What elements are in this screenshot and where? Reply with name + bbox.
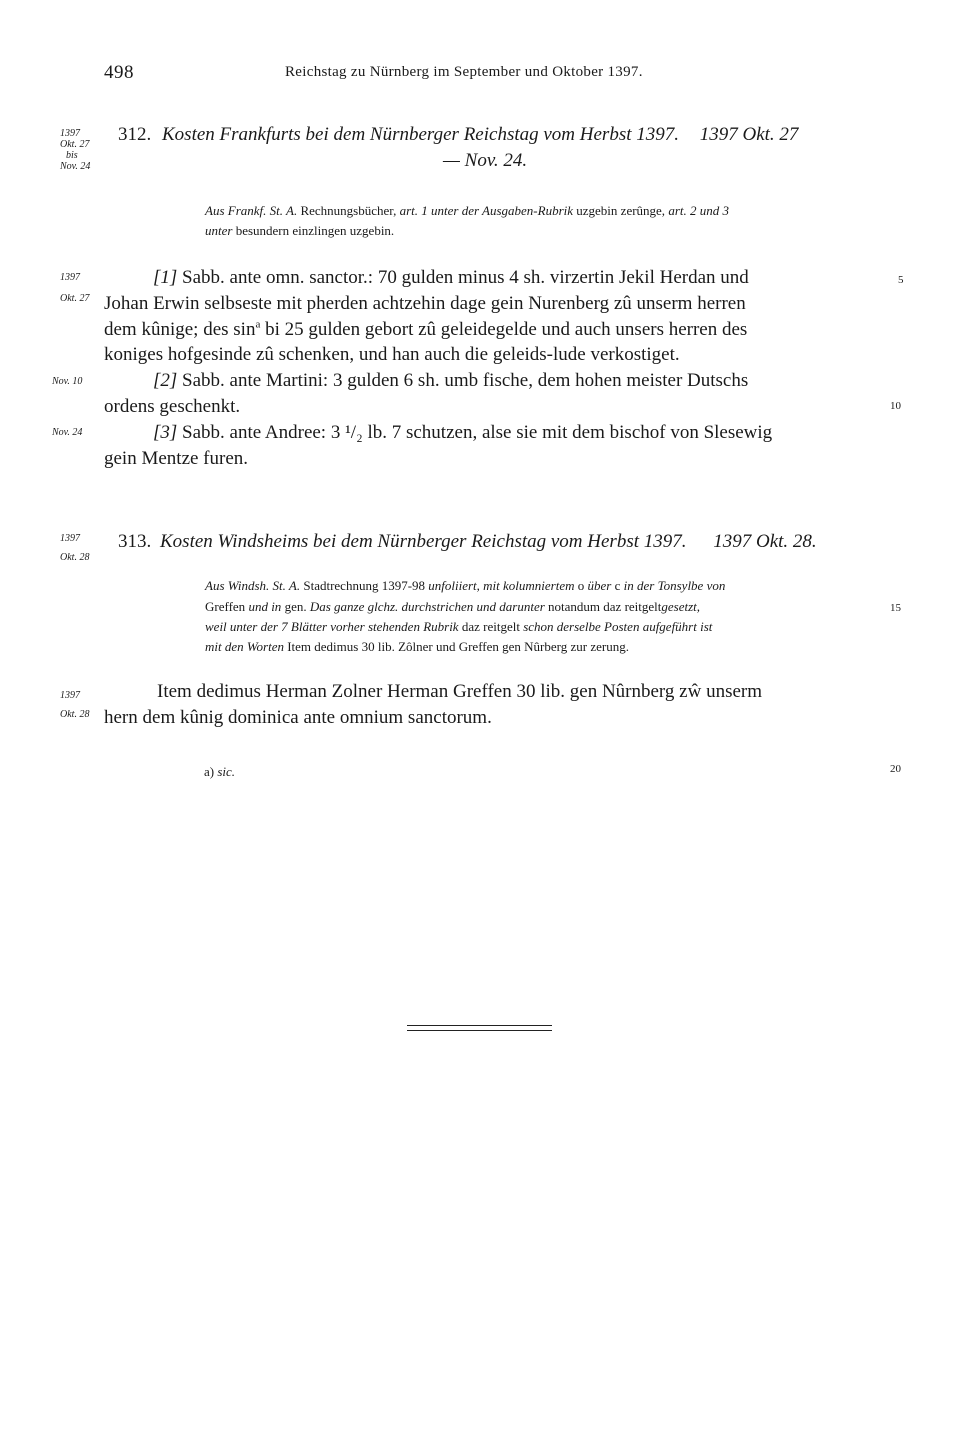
footnote-mark: a) xyxy=(204,764,215,779)
closing-rule-bottom xyxy=(407,1030,552,1031)
footnote-text: sic. xyxy=(217,764,236,779)
doc-312-title: Kosten Frankfurts bei dem Nürnberger Reichstag vom Herbst 1397. xyxy=(162,124,679,145)
art-2-line-2: ordens geschenkt. xyxy=(104,396,241,417)
art-1-line-4: koniges hofgesinde zû schenken, und han auch die geleids-lude verkostiget. xyxy=(104,344,680,365)
art-1-line-1: [1] Sabb. ante omn. sanctor.: 70 gulden minus 4 sh. virzertin Jekil Herdan und xyxy=(153,267,749,288)
doc-313-source-line-1: Aus Windsh. St. A. Stadtrechnung 1397-98 unfoliiert, mit kolumniertem o über c in der Tonsylbe von xyxy=(205,578,726,593)
margin-date-313: 1397 Okt. 28 xyxy=(60,533,90,563)
page-number: 498 xyxy=(104,62,134,83)
doc-313-source-line-3: weil unter der 7 Blätter vorher stehenden Rubrik daz reitgelt schon derselbe Posten aufgeführt ist xyxy=(205,619,713,634)
line-number-15: 15 xyxy=(890,602,901,614)
margin-date-art-1: 1397 Okt. 27 xyxy=(60,272,90,304)
doc-312-source-line-1: Aus Frankf. St. A. Rechnungsbücher, art. 1 unter der Ausgaben-Rubrik uzgebin zerûnge, art. 2 und 3 xyxy=(205,203,729,218)
line-number-20: 20 xyxy=(890,763,901,775)
running-title: Reichstag zu Nürnberg im September und Oktober 1397. xyxy=(285,64,643,80)
margin-date-313-item: 1397 Okt. 28 xyxy=(60,690,90,720)
art-1-line-3: dem kûnige; des $\sin^a$ bi 25 gulden gebort zû geleidegelde und auch unsers herren des xyxy=(104,318,748,340)
art-2-line-1: [2] Sabb. ante Martini: 3 gulden 6 sh. umb fische, dem hohen meister Dutschs xyxy=(153,370,749,391)
doc-312-source-line-2: unter besundern einzlingen uzgebin. xyxy=(205,223,395,238)
margin-date-art-2: Nov. 10 xyxy=(52,376,83,387)
closing-rule-top xyxy=(407,1025,552,1026)
art-3-line-2: gein Mentze furen. xyxy=(104,448,249,469)
doc-312-date: 1397 Okt. 27 xyxy=(699,124,799,145)
line-number-5: 5 xyxy=(898,274,904,286)
doc-313-item-line-1: Item dedimus Herman Zolner Herman Greffen 30 lib. gen Nûrnberg zŵ unserm xyxy=(157,681,763,702)
doc-312-title-cont: — Nov. 24. xyxy=(443,150,528,171)
art-3-line-1: [3] Sabb. ante Andree: 3 ¹/₂ lb. 7 schutzen, alse sie mit dem bischof von Slesewig xyxy=(153,422,773,443)
fraction: ¹/₂ xyxy=(345,422,363,443)
doc-312-number: 312. xyxy=(118,124,152,145)
doc-313-date: 1397 Okt. 28. xyxy=(713,531,817,552)
doc-312-heading xyxy=(118,124,798,146)
art-1-line-2: Johan Erwin selbseste mit pherden achtzehin dage gein Nurenberg zû unserm herren xyxy=(104,293,746,314)
line-number-10: 10 xyxy=(890,400,901,412)
doc-313-title: Kosten Windsheims bei dem Nürnberger Reichstag vom Herbst 1397. xyxy=(160,531,687,552)
margin-date-312: 1397 Okt. 27 bis Nov. 24 xyxy=(60,128,91,172)
doc-313-item-line-2: hern dem kûnig dominica ante omnium sanctorum. xyxy=(104,707,492,728)
doc-313-number: 313. xyxy=(118,531,152,552)
footnote-a xyxy=(204,762,235,781)
doc-313-source-line-2: Greffen und in gen. Das ganze glchz. durchstrichen und darunter notandum daz reitgeltgesetzt, xyxy=(205,599,701,614)
footnote-ref-a: a xyxy=(255,318,261,331)
doc-313-heading xyxy=(118,531,817,553)
margin-date-art-3: Nov. 24 xyxy=(52,427,83,438)
doc-313-source-line-4: mit den Worten Item dedimus 30 lib. Zôlner und Greffen gen Nûrberg zur zerung. xyxy=(205,639,629,654)
